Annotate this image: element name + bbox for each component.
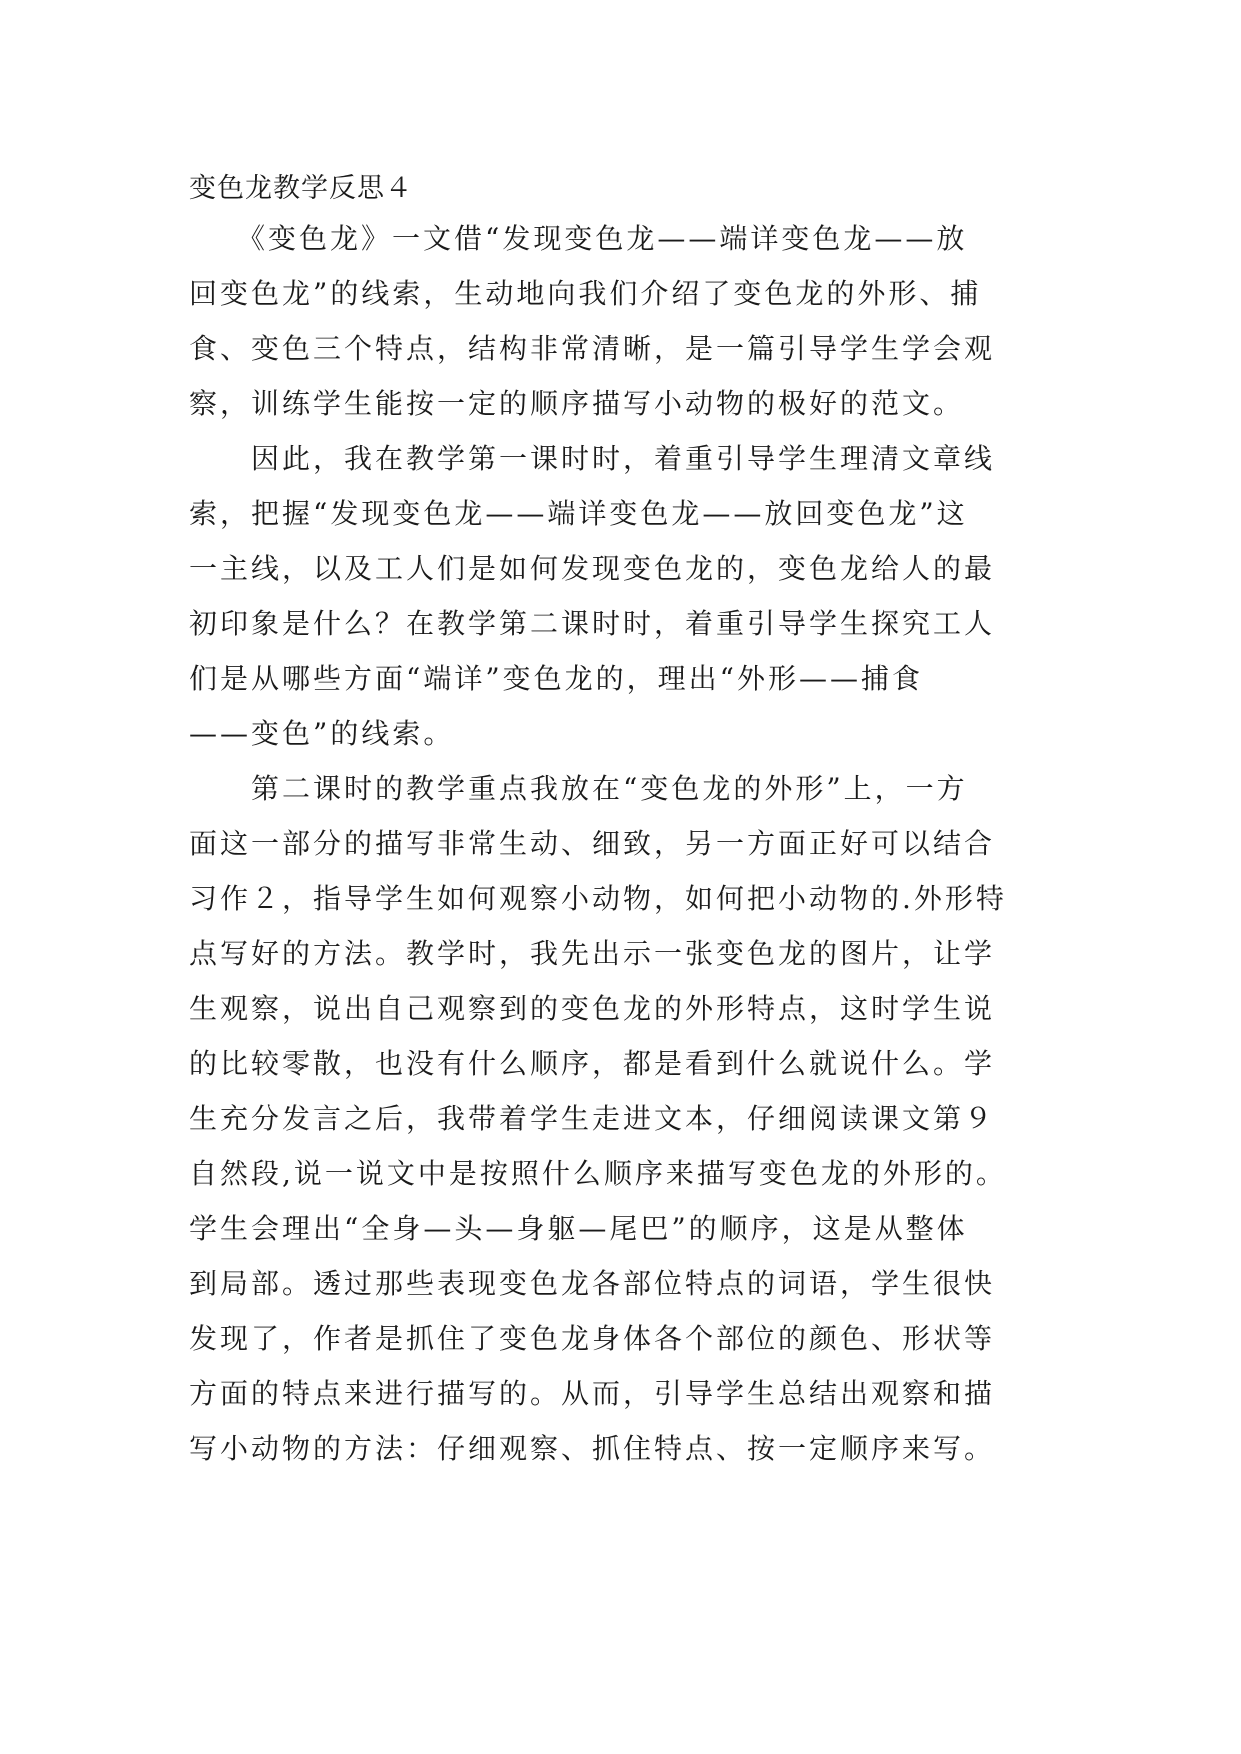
text-line: 一主线，以及工人们是如何发现变色龙的，变色龙给人的最	[189, 552, 996, 585]
text-line: 发现了，作者是抓住了变色龙身体各个部位的颜色、形状等	[189, 1322, 996, 1355]
text-line: 初印象是什么？在教学第二课时时，着重引导学生探究工人	[189, 607, 996, 640]
text-line: 生观察，说出自己观察到的变色龙的外形特点，这时学生说	[189, 992, 996, 1025]
text-line: 察，训练学生能按一定的顺序描写小动物的极好的范文。	[189, 387, 965, 420]
text-line: 第二课时的教学重点我放在“变色龙的外形”上，一方	[189, 772, 968, 805]
document-title: 变色龙教学反思４	[189, 173, 413, 204]
text-line: 们是从哪些方面“端详”变色龙的，理出“外形——捕食	[189, 662, 923, 695]
text-line: 点写好的方法。教学时，我先出示一张变色龙的图片，让学	[189, 937, 996, 970]
text-line: 回变色龙”的线索，生动地向我们介绍了变色龙的外形、捕	[189, 277, 982, 310]
text-line: 因此，我在教学第一课时时，着重引导学生理清文章线	[189, 442, 996, 475]
text-line: 到局部。透过那些表现变色龙各部位特点的词语，学生很快	[189, 1267, 996, 1300]
text-line: 自然段,说一说文中是按照什么顺序来描写变色龙的外形的。	[189, 1157, 1007, 1190]
text-line: 《变色龙》一文借“发现变色龙——端详变色龙——放	[189, 222, 968, 255]
text-line: 学生会理出“全身—头—身躯—尾巴”的顺序，这是从整体	[189, 1212, 968, 1245]
text-line: 写小动物的方法：仔细观察、抓住特点、按一定顺序来写。	[189, 1432, 996, 1465]
text-line: 习作２，指导学生如何观察小动物，如何把小动物的.外形特	[189, 882, 1007, 915]
text-line: ——变色”的线索。	[189, 717, 455, 750]
text-line: 的比较零散，也没有什么顺序，都是看到什么就说什么。学	[189, 1047, 996, 1080]
text-line: 方面的特点来进行描写的。从而，引导学生总结出观察和描	[189, 1377, 996, 1410]
text-line: 索，把握“发现变色龙——端详变色龙——放回变色龙”这	[189, 497, 968, 530]
text-line: 生充分发言之后，我带着学生走进文本，仔细阅读课文第９	[189, 1102, 996, 1135]
text-line: 面这一部分的描写非常生动、细致，另一方面正好可以结合	[189, 827, 996, 860]
text-line: 食、变色三个特点，结构非常清晰，是一篇引导学生学会观	[189, 332, 996, 365]
